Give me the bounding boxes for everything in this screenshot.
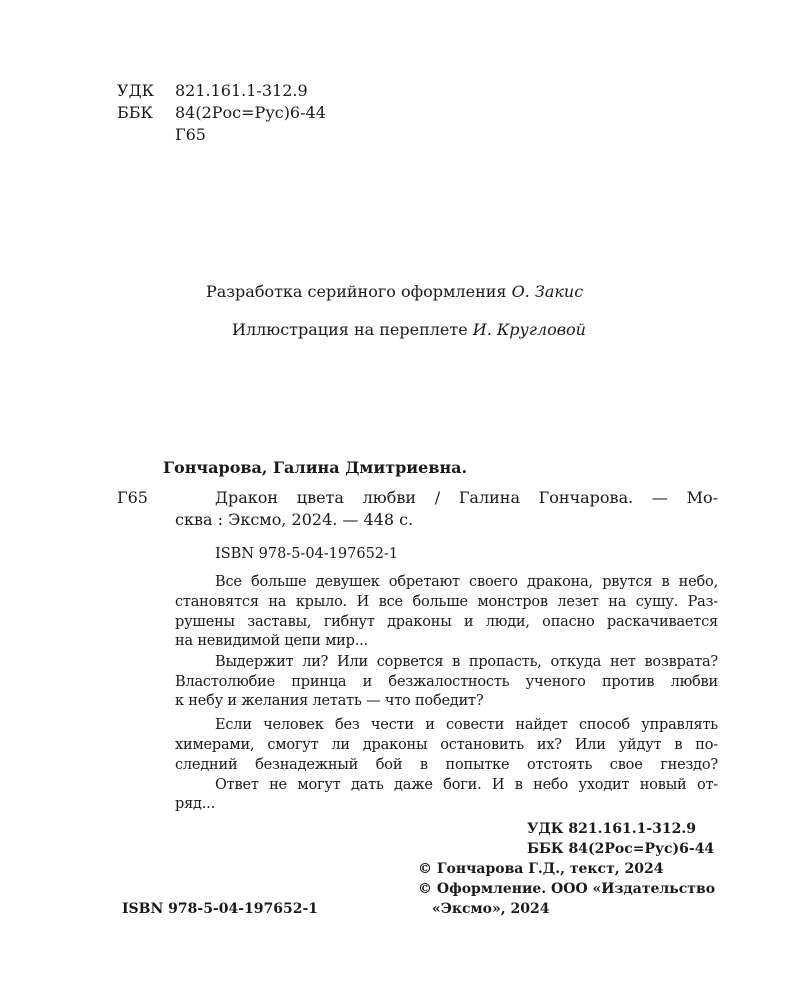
credit-text: Иллюстрация на переплете: [232, 320, 473, 339]
annotation-line: Выдержит ли? Или сорвется в пропасть, откуда нет возврата?: [215, 654, 718, 670]
annotation-line: ряд...: [175, 796, 215, 812]
credit-name: О. Закис: [511, 282, 584, 301]
annotation-line: следний безнадежный бой в попытке отстоять свое гнездо?: [175, 757, 718, 773]
illustration-credit: [232, 320, 586, 339]
footer-udk: УДК 821.161.1-312.9: [527, 821, 697, 837]
bbk-label: ББК: [117, 103, 153, 122]
annotation-line: Властолюбие принца и безжалостность ученого против любви: [175, 674, 718, 690]
copyright-design-cont: «Эксмо», 2024: [432, 901, 550, 917]
bbk-code: 84(2Рос=Рус)6-44: [175, 103, 326, 122]
copyright-text: © Гончарова Г.Д., текст, 2024: [418, 861, 664, 877]
annotation-line: на невидимой цепи мир...: [175, 633, 368, 649]
entry-title-line1: Дракон цвета любви / Галина Гончарова. — Мо-: [215, 488, 718, 507]
udk-code: 821.161.1-312.9: [175, 81, 308, 100]
annotation-line: Если человек без чести и совести найдет способ управлять: [215, 717, 718, 733]
udk-label: УДК: [117, 81, 154, 100]
series-design-credit: [206, 282, 583, 301]
footer-isbn: ISBN 978-5-04-197652-1: [122, 901, 319, 917]
entry-isbn: ISBN 978-5-04-197652-1: [215, 546, 399, 562]
author-mark: Г65: [175, 125, 206, 144]
annotation-line: к небу и желания летать — что победит?: [175, 693, 484, 709]
credit-name: И. Кругловой: [472, 320, 586, 339]
annotation-line: рушены заставы, гибнут драконы и люди, опасно раскачивается: [175, 614, 718, 630]
entry-mark: Г65: [117, 488, 148, 507]
annotation-line: Все больше девушек обретают своего дракона, рвутся в небо,: [215, 574, 718, 590]
footer-bbk: ББК 84(2Рос=Рус)6-44: [527, 841, 715, 857]
entry-author: Гончарова, Галина Дмитриевна.: [163, 458, 468, 477]
annotation-line: становятся на крыло. И все больше монстров лезет на сушу. Раз-: [175, 594, 718, 610]
annotation-line: химерами, смогут ли драконы остановить их? Или уйдут в по-: [175, 737, 718, 753]
classification-block: [117, 80, 326, 146]
entry-title-line2: сква : Эксмо, 2024. — 448 с.: [175, 510, 414, 529]
annotation-line: Ответ не могут дать даже боги. И в небо уходит новый от-: [215, 777, 718, 793]
credit-text: Разработка серийного оформления: [206, 282, 512, 301]
copyright-design: © Оформление. ООО «Издательство: [418, 881, 716, 897]
